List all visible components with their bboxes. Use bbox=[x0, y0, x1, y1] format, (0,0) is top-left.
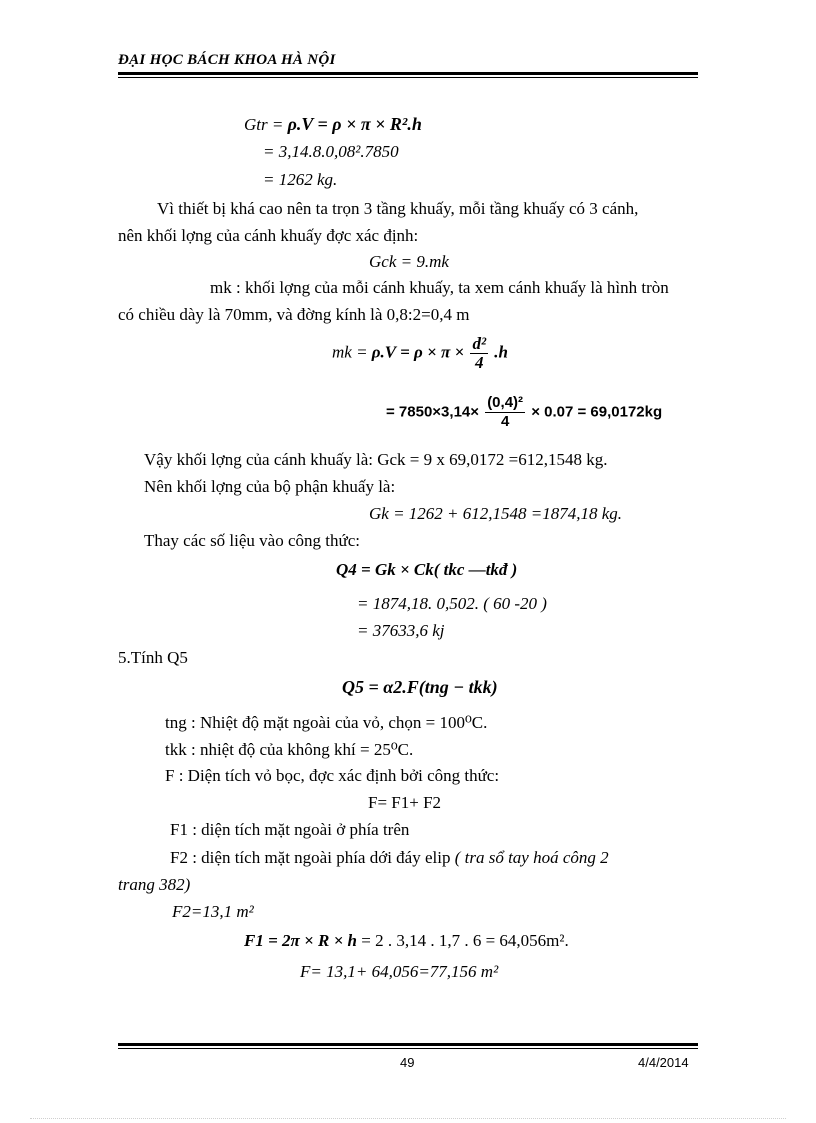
line-vay: Vậy khối lợng của cánh khuấy là: Gck = 9 x 69,0172 =612,1548 kg. bbox=[144, 450, 608, 469]
q4-line-2: = 1874,18. 0,502. ( 60 -20 ) bbox=[357, 594, 547, 613]
gtr-rhs: ρ.V = ρ × π × R².h bbox=[287, 114, 422, 134]
mk-formula-lhs: mk = bbox=[332, 342, 368, 362]
mk-value-left: = 7850×3,14× bbox=[386, 403, 480, 421]
gtr-line-3: = 1262 kg. bbox=[263, 170, 338, 189]
mk-fraction bbox=[470, 335, 488, 372]
mk-formula-right: .h bbox=[494, 342, 509, 362]
line-nen: Nên khối lợng của bộ phận khuấy là: bbox=[144, 477, 396, 496]
mk-value-fraction bbox=[485, 394, 525, 431]
paragraph-1-line-1: Vì thiết bị khá cao nên ta trọn 3 tầng khuấy, mỗi tầng khuấy có 3 cánh, bbox=[157, 199, 639, 218]
f1-line: F1 : diện tích mặt ngoài ở phía trên bbox=[170, 820, 410, 839]
f2-value: F2=13,1 m² bbox=[172, 902, 254, 921]
f2-line bbox=[170, 848, 609, 868]
q4-line-3: = 37633,6 kj bbox=[357, 621, 445, 640]
mk-value-fraction-den: 4 bbox=[500, 413, 510, 430]
f-total: F= 13,1+ 64,056=77,156 m² bbox=[300, 962, 499, 981]
page-bottom-dotted-border bbox=[30, 1118, 786, 1119]
tng-line: tng : Nhiệt độ mặt ngoài của vỏ, chọn = 100⁰C. bbox=[165, 713, 488, 732]
mk-value bbox=[386, 394, 662, 431]
mk-formula bbox=[332, 335, 508, 372]
mk-line-2: có chiều dày là 70mm, và đờng kính là 0,8:2=0,4 m bbox=[118, 305, 470, 324]
gtr-line-2: = 3,14.8.0,08².7850 bbox=[263, 142, 399, 161]
mk-fraction-num: d² bbox=[472, 334, 487, 353]
mk-value-right: × 0.07 = 69,0172kg bbox=[531, 403, 663, 421]
page-number: 49 bbox=[400, 1055, 415, 1070]
f-line: F : Diện tích vỏ bọc, đợc xác định bởi công thức: bbox=[165, 766, 500, 785]
f2-line-reference: ( tra sổ tay hoá công 2 bbox=[454, 848, 609, 867]
gk-formula: Gk = 1262 + 612,1548 =1874,18 kg. bbox=[369, 504, 623, 523]
mk-value-fraction-num: (0,4)² bbox=[487, 394, 524, 411]
tkk-line: tkk : nhiệt độ của không khí = 25⁰C. bbox=[165, 740, 414, 759]
line-thay: Thay các số liệu vào công thức: bbox=[144, 531, 360, 550]
header-rule-thin bbox=[118, 77, 698, 78]
q5-formula: Q5 = α2.F(tng − tkk) bbox=[342, 677, 498, 697]
gtr-lhs: Gtr = bbox=[244, 115, 284, 134]
section-5-heading: 5.Tính Q5 bbox=[118, 648, 188, 667]
f-formula: F= F1+ F2 bbox=[368, 793, 442, 812]
mk-formula-left: ρ.V = ρ × π × bbox=[371, 342, 465, 362]
header-title: ĐẠI HỌC BÁCH KHOA HÀ NỘI bbox=[118, 52, 336, 68]
f2-line-reference-cont: trang 382) bbox=[118, 875, 191, 894]
paragraph-1-line-2: nên khối lợng của cánh khuấy đợc xác định: bbox=[118, 226, 419, 245]
footer-rule-thin bbox=[118, 1048, 698, 1049]
mk-fraction-den: 4 bbox=[474, 353, 484, 372]
gtr-formula bbox=[244, 114, 422, 135]
footer-rule-thick bbox=[118, 1043, 698, 1046]
gck-formula: Gck = 9.mk bbox=[369, 252, 449, 271]
header-rule-thick bbox=[118, 72, 698, 75]
f1-formula-rhs: = 2 . 3,14 . 1,7 . 6 = 64,056m². bbox=[361, 931, 569, 950]
mk-line-1: mk : khối lợng của mỗi cánh khuấy, ta xem cánh khuấy là hình tròn bbox=[210, 278, 669, 297]
f2-line-text: F2 : diện tích mặt ngoài phía dới đáy elip bbox=[170, 848, 451, 867]
q4-formula: Q4 = Gk × Ck( tkc —tkđ ) bbox=[336, 560, 518, 579]
f1-formula-lhs: F1 = 2π × R × h bbox=[244, 931, 357, 950]
f1-formula bbox=[244, 931, 569, 951]
footer-date: 4/4/2014 bbox=[638, 1055, 689, 1070]
